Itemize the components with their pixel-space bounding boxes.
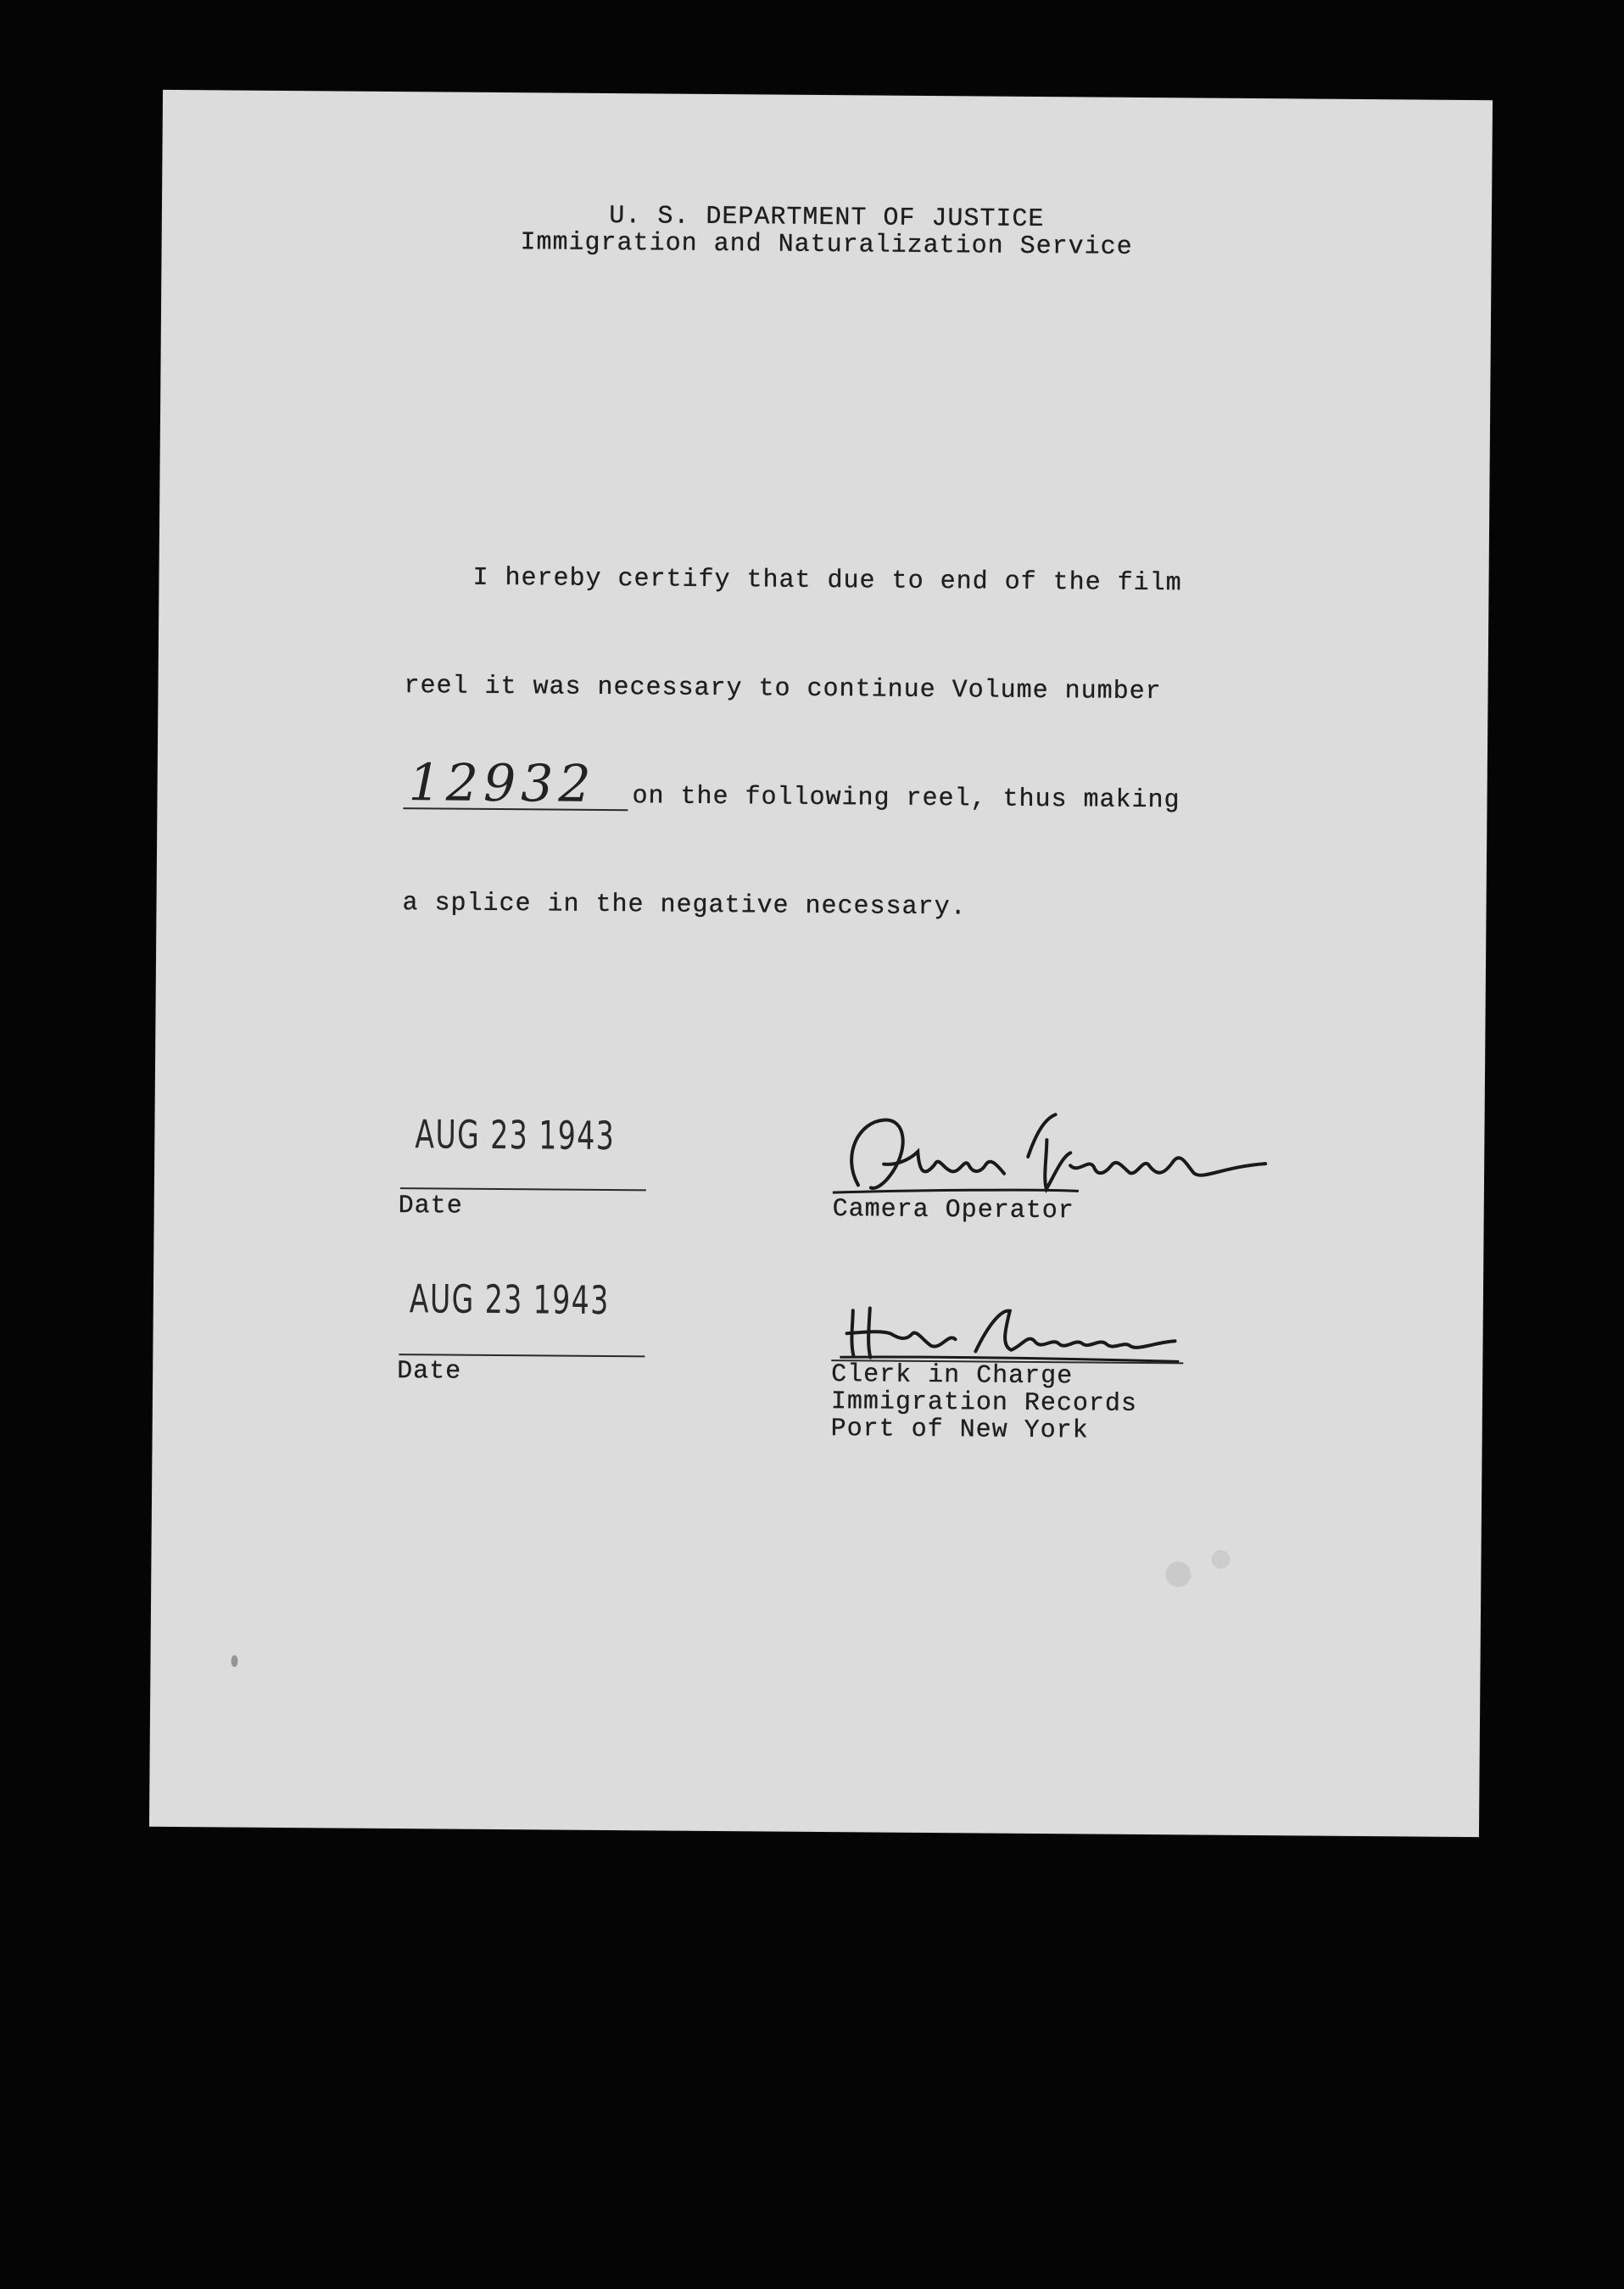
clerk-label-line-2: Immigration Records <box>830 1387 1138 1419</box>
date-stamp-clerk: AUG 23 1943 <box>409 1276 610 1324</box>
camera-operator-label: Camera Operator <box>832 1195 1074 1226</box>
date-stamp-camera: AUG 23 1943 <box>415 1111 616 1159</box>
certification-line-2: reel it was necessary to continue Volume number <box>404 672 1162 707</box>
certification-line-3: on the following reel, thus making <box>632 782 1180 816</box>
agency-title: U. S. DEPARTMENT OF JUSTICE <box>609 202 1045 235</box>
date-label-camera: Date <box>398 1192 463 1221</box>
document-page <box>149 90 1493 1837</box>
certification-line-1: I hereby certify that due to end of the film <box>472 563 1182 599</box>
camera-operator-signature <box>824 1104 1283 1209</box>
paper-blemish <box>1211 1550 1230 1569</box>
date-line-camera <box>400 1187 646 1191</box>
certification-line-4: a splice in the negative necessary. <box>402 889 967 923</box>
volume-number-handwritten: 12932 <box>408 753 596 814</box>
clerk-signature <box>831 1298 1188 1368</box>
clerk-label-line-3: Port of New York <box>830 1415 1089 1446</box>
agency-subtitle: Immigration and Naturalization Service <box>520 228 1133 262</box>
clerk-label-line-1: Clerk in Charge <box>831 1360 1074 1392</box>
paper-blemish <box>1165 1561 1191 1587</box>
date-label-clerk: Date <box>397 1357 462 1387</box>
paper-blemish <box>231 1655 237 1667</box>
